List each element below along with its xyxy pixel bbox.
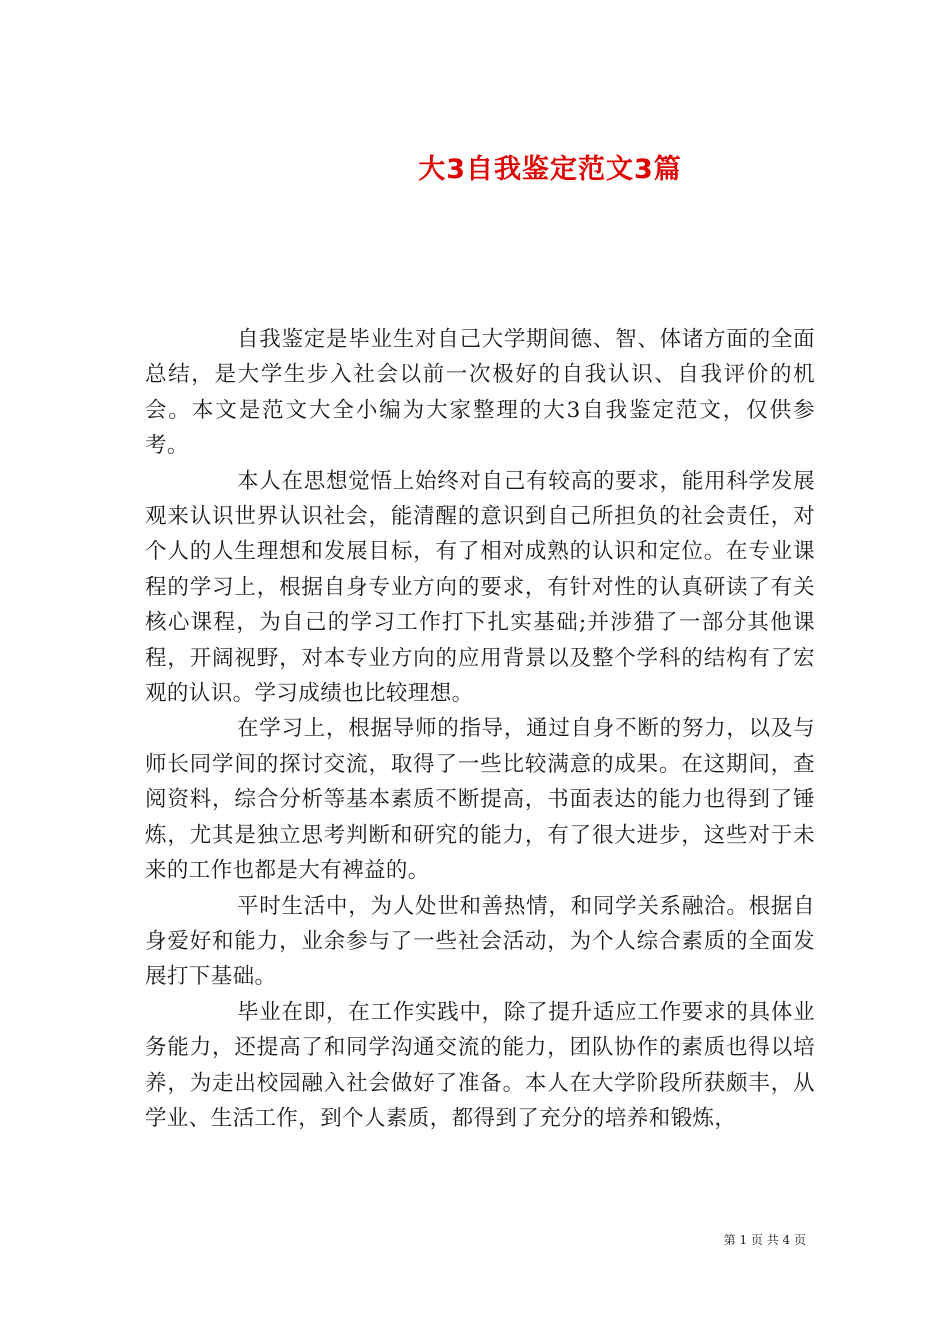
paragraph-intro: 自我鉴定是毕业生对自己大学期间德、智、体诸方面的全面总结，是大学生步入社会以前一次极好的自我认识、自我评价的机会。本文是范文大全小编为大家整理的大3自我鉴定范文，仅供参考。 (145, 327, 815, 459)
document-body (145, 322, 815, 1136)
paragraph-research: 在学习上，根据导师的指导，通过自身不断的努力，以及与师长同学间的探讨交流，取得了一些比较满意的成果。在这期间，查阅资料，综合分析等基本素质不断提高，书面表达的能力也得到了锤炼，尤其是独立思考判断和研究的能力，有了很大进步，这些对于未来的工作也都是大有裨益的。 (145, 716, 815, 884)
document-title: 大3自我鉴定范文3篇 (418, 154, 682, 186)
paragraph-graduation: 毕业在即，在工作实践中，除了提升适应工作要求的具体业务能力，还提高了和同学沟通交流的能力，团队协作的素质也得以培养，为走出校园融入社会做好了准备。本人在大学阶段所获颇丰，从学业、生活工作，到个人素质，都得到了充分的培养和锻炼， (145, 999, 815, 1131)
page-number: 第 1 页 共 4 页 (723, 1233, 806, 1247)
paragraph-ideology-study: 本人在思想觉悟上始终对自己有较高的要求，能用科学发展观来认识世界认识社会，能清醒的意识到自己所担负的社会责任，对个人的人生理想和发展目标，有了相对成熟的认识和定位。在专业课程的学习上，根据自身专业方向的要求，有针对性的认真研读了有关核心课程，为自己的学习工作打下扎实基础;并涉猎了一部分其他课程，开阔视野，对本专业方向的应用背景以及整个学科的结构有了宏观的认识。学习成绩也比较理想。 (145, 468, 815, 707)
paragraph-daily-life: 平时生活中，为人处世和善热情，和同学关系融洽。根据自身爱好和能力，业余参与了一些社会活动，为个人综合素质的全面发展打下基础。 (145, 893, 815, 990)
